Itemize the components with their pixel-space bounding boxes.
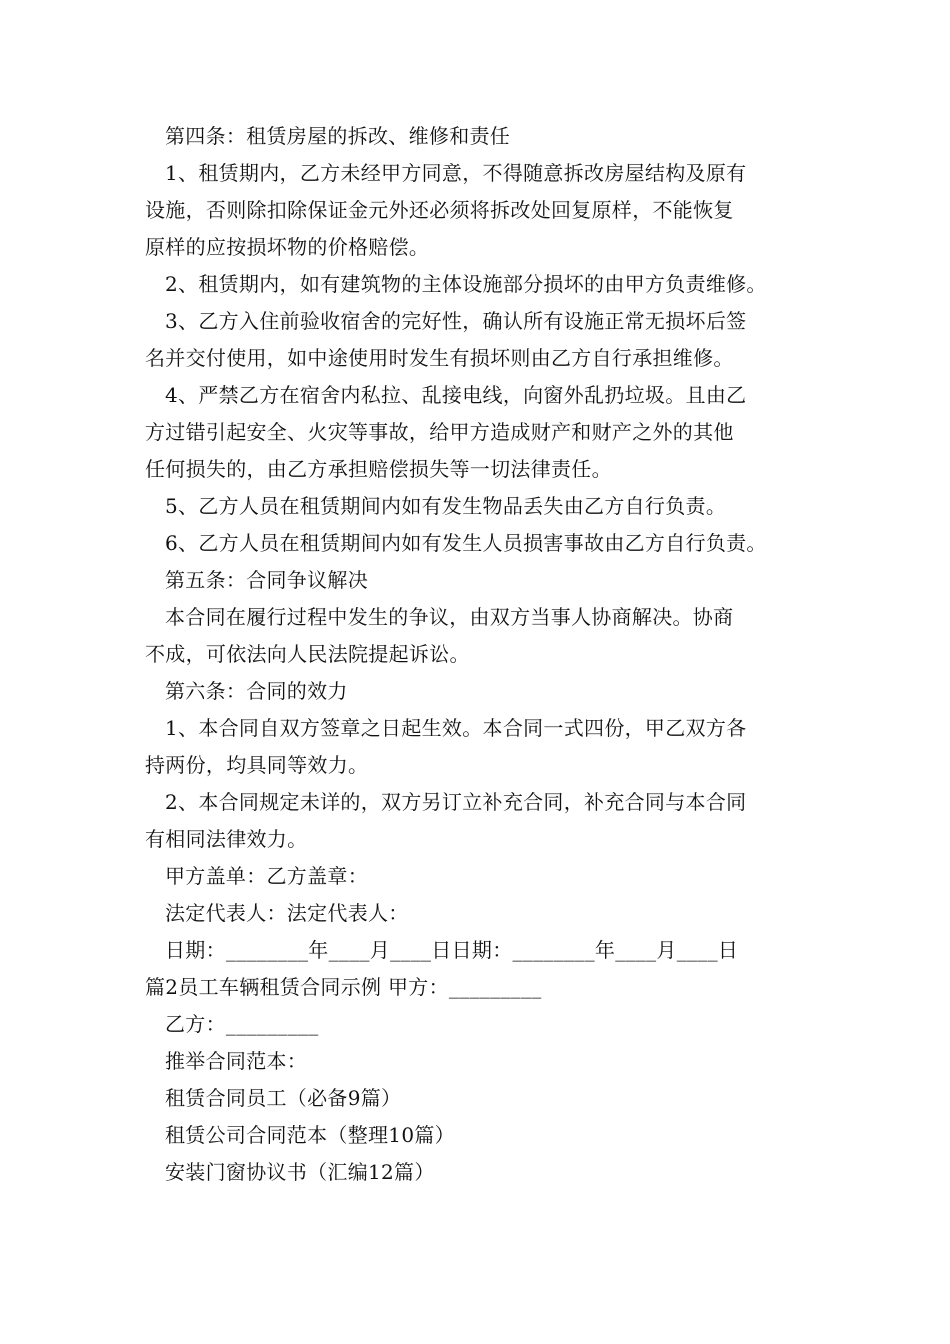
text-line: 原样的应按损坏物的价格赔偿。 [145, 235, 430, 259]
text-line: 6、乙方人员在租赁期间内如有发生人员损害事故由乙方自行负责。 [165, 531, 767, 555]
text-line: 第五条：合同争议解决 [165, 568, 368, 592]
text-line: 3、乙方入住前验收宿舍的完好性，确认所有设施正常无损坏后签 [165, 309, 747, 333]
text-line: 租赁公司合同范本（整理10篇） [165, 1123, 455, 1147]
text-line: 设施，否则除扣除保证金元外还必须将拆改处回复原样，不能恢复 [145, 198, 734, 222]
text-line: 推举合同范本： [165, 1049, 308, 1073]
text-line: 4、严禁乙方在宿舍内私拉、乱接电线，向窗外乱扔垃圾。且由乙 [165, 383, 747, 407]
text-line: 安装门窗协议书（汇编12篇） [165, 1160, 435, 1184]
text-line: 本合同在履行过程中发生的争议，由双方当事人协商解决。协商 [165, 605, 734, 629]
text-line: 方过错引起安全、火灾等事故，给甲方造成财产和财产之外的其他 [145, 420, 734, 444]
text-line: 2、本合同规定未详的，双方另订立补充合同，补充合同与本合同 [165, 790, 747, 814]
text-line: 1、租赁期内，乙方未经甲方同意，不得随意拆改房屋结构及原有 [165, 161, 747, 185]
text-line: 不成，可依法向人民法院提起诉讼。 [145, 642, 470, 666]
text-line: 租赁合同员工（必备9篇） [165, 1086, 402, 1110]
text-line: 有相同法律效力。 [145, 827, 308, 851]
text-line: 5、乙方人员在租赁期间内如有发生物品丢失由乙方自行负责。 [165, 494, 727, 518]
text-line: 1、本合同自双方签章之日起生效。本合同一式四份，甲乙双方各 [165, 716, 747, 740]
text-line: 第六条：合同的效力 [165, 679, 348, 703]
text-line: 名并交付使用，如中途使用时发生有损坏则由乙方自行承担维修。 [145, 346, 734, 370]
text-line: 2、租赁期内，如有建筑物的主体设施部分损坏的由甲方负责维修。 [165, 272, 767, 296]
text-line: 篇2员工车辆租赁合同示例 甲方：_________ [145, 975, 542, 999]
text-line: 乙方：_________ [165, 1012, 319, 1036]
text-line: 任何损失的，由乙方承担赔偿损失等一切法律责任。 [145, 457, 612, 481]
document-body [145, 118, 815, 1191]
text-line: 日期：________年____月____日日期：________年____月____日 [165, 938, 739, 962]
text-line: 第四条：租赁房屋的拆改、维修和责任 [165, 124, 511, 148]
text-line: 甲方盖单：乙方盖章： [165, 864, 368, 888]
text-line: 持两份，均具同等效力。 [145, 753, 369, 777]
text-line: 法定代表人：法定代表人： [165, 901, 409, 925]
